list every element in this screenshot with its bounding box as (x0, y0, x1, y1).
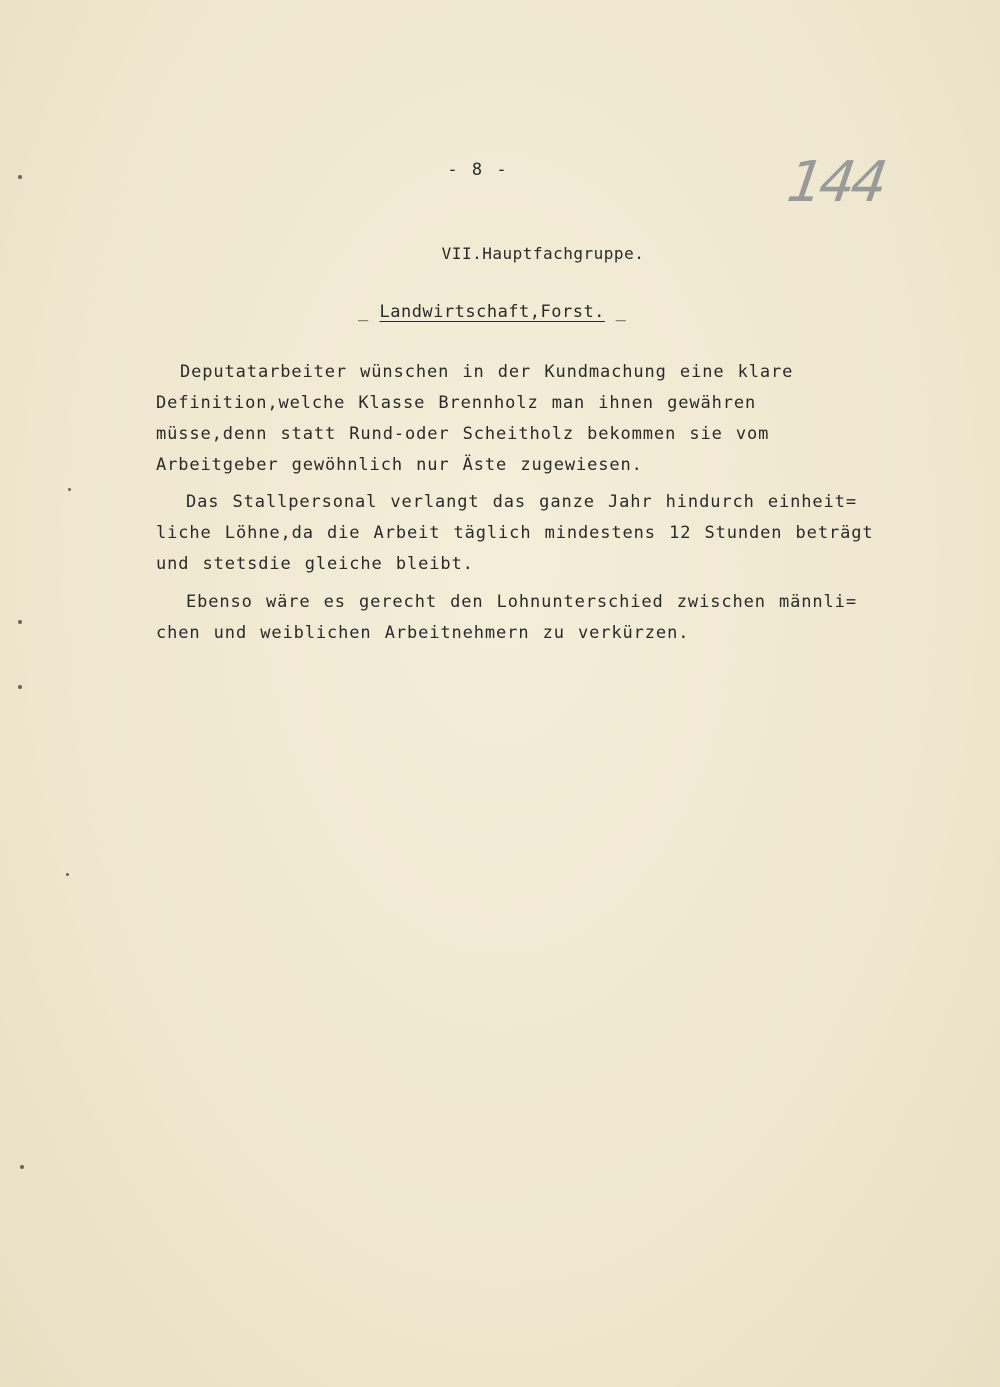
paragraph-stallpersonal (156, 487, 876, 580)
handwritten-archive-number: 144 (783, 150, 888, 215)
paragraph-line: und stetsdie gleiche bleibt. (156, 554, 474, 574)
paper-speck (18, 175, 22, 179)
page-number: - 8 - (447, 160, 509, 180)
section-subtitle-text: Landwirtschaft,Forst. (379, 302, 605, 322)
paragraph-line: Definition,welche Klasse Brennholz man ihnen gewähren (156, 393, 757, 413)
paragraph-lohnunterschied (156, 587, 876, 649)
section-title: VII.Hauptfachgruppe. (441, 244, 645, 263)
paragraph-line: liche Löhne,da die Arbeit täglich mindestens 12 Stunden beträgt (156, 523, 874, 543)
section-subtitle: _ Landwirtschaft,Forst. _ (358, 302, 627, 322)
paper-speck (20, 1165, 24, 1169)
paragraph-deputatarbeiter (156, 357, 876, 481)
paragraph-line: Arbeitgeber gewöhnlich nur Äste zugewiesen. (156, 455, 643, 475)
paragraph-line: Das Stallpersonal verlangt das ganze Jahr hindurch einheit= (186, 492, 857, 512)
paragraph-line: chen und weiblichen Arbeitnehmern zu verkürzen. (156, 623, 690, 643)
paper-speck (68, 488, 71, 491)
paper-speck (18, 685, 22, 689)
paragraph-line: müsse,denn statt Rund-oder Scheitholz bekommen sie vom (156, 424, 770, 444)
paper-speck (66, 873, 69, 876)
paragraph-line: Deputatarbeiter wünschen in der Kundmachung eine klare (180, 362, 794, 382)
paragraph-line: Ebenso wäre es gerecht den Lohnunterschied zwischen männli= (186, 592, 857, 612)
paper-speck (18, 620, 22, 624)
